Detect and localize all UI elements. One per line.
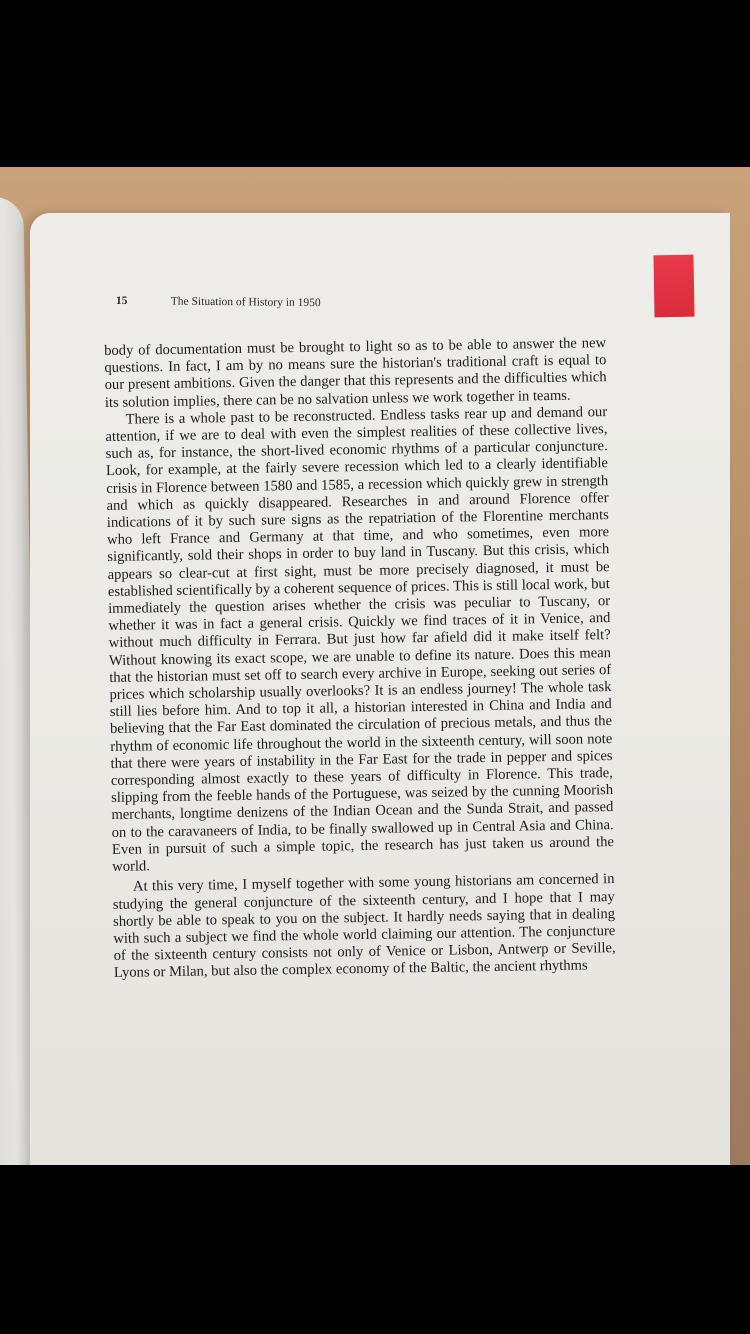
- paragraph-1: body of documentation must be brought to light so as to be able to answer the new questions. In fact, I am by no means sure the historian's traditional craft is equal to our present ambitions. Given the danger that this represents and the difficulties which its solution implies, there can be no salvation unless we work together in teams.: [104, 335, 607, 411]
- page-number: 15: [115, 295, 128, 308]
- paragraph-2: There is a whole past to be reconstructed. Endless tasks rear up and demand our attention, if we are to deal with even the simplest realities of these collective lives, such as, for instance, the short-lived economic rhythms of a particular conjuncture. Look, for example, at the fairly severe recession which led to a clearly identifiable crisis in Florence between 1580 and 1585, a recession which quickly grew in strength and which as quickly disappeared. Researches in and around Florence offer indications of it by such sure signs as the repatriation of the Florentine merchants who left France and Germany at that time, and who sometimes, even more significantly, sold their shops in order to buy land in Tuscany. But this crisis, which appears so clear-cut at first sight, must be more precisely diagnosed, it must be established scientifically by a coherent sequence of prices. This is still local work, but immediately the question arises whether the crisis was peculiar to Tuscany, or whether it was in fact a general crisis. Quickly we find traces of it in Venice, and without much difficulty in Ferrara. But just how far afield did it make itself felt? Without knowing its exact scope, we are unable to define its nature. Does this mean that the historian must set off to search every archive in Europe, seeking out series of prices which scholarship usually overlooks? It is an endless journey! The whole task still lies before him. And to top it all, a historian interested in China and India and believing that the Far East dominated the circulation of precious metals, and thus the rhythm of economic life throughout the world in the sixteenth century, will soon note that there were years of instability in the Far East for the trade in pepper and spices corresponding almost exactly to these years of difficulty in Florence. This trade, slipping from the feeble hands of the Portuguese, was seized by the cunning Moorish merchants, longtime denizens of the Indian Ocean and the Sunda Strait, and passed on to the caravaneers of India, to be finally swallowed up in Central Asia and China. Even in pursuit of such a simple topic, the research has just taken us around the world.: [105, 403, 615, 876]
- photo-frame: [0, 167, 750, 1165]
- paragraph-3: At this very time, I myself together with some young historians am concerned in studying the general conjuncture of the sixteenth century, and I hope that I may shortly be able to speak to you on the subject. It hardly needs saying that in dealing with such a subject we find the whole world claiming our attention. The conjuncture of the sixteenth century consists not only of Venice or Lisbon, Antwerp or Seville, Lyons or Milan, but also the complex economy of the Baltic, the ancient rhythms: [112, 871, 616, 982]
- book-page: [30, 213, 730, 1165]
- red-bookmark-tab: [653, 255, 694, 318]
- body-text: [104, 335, 616, 982]
- running-header: [116, 295, 676, 313]
- running-title: The Situation of History in 1950: [170, 295, 321, 310]
